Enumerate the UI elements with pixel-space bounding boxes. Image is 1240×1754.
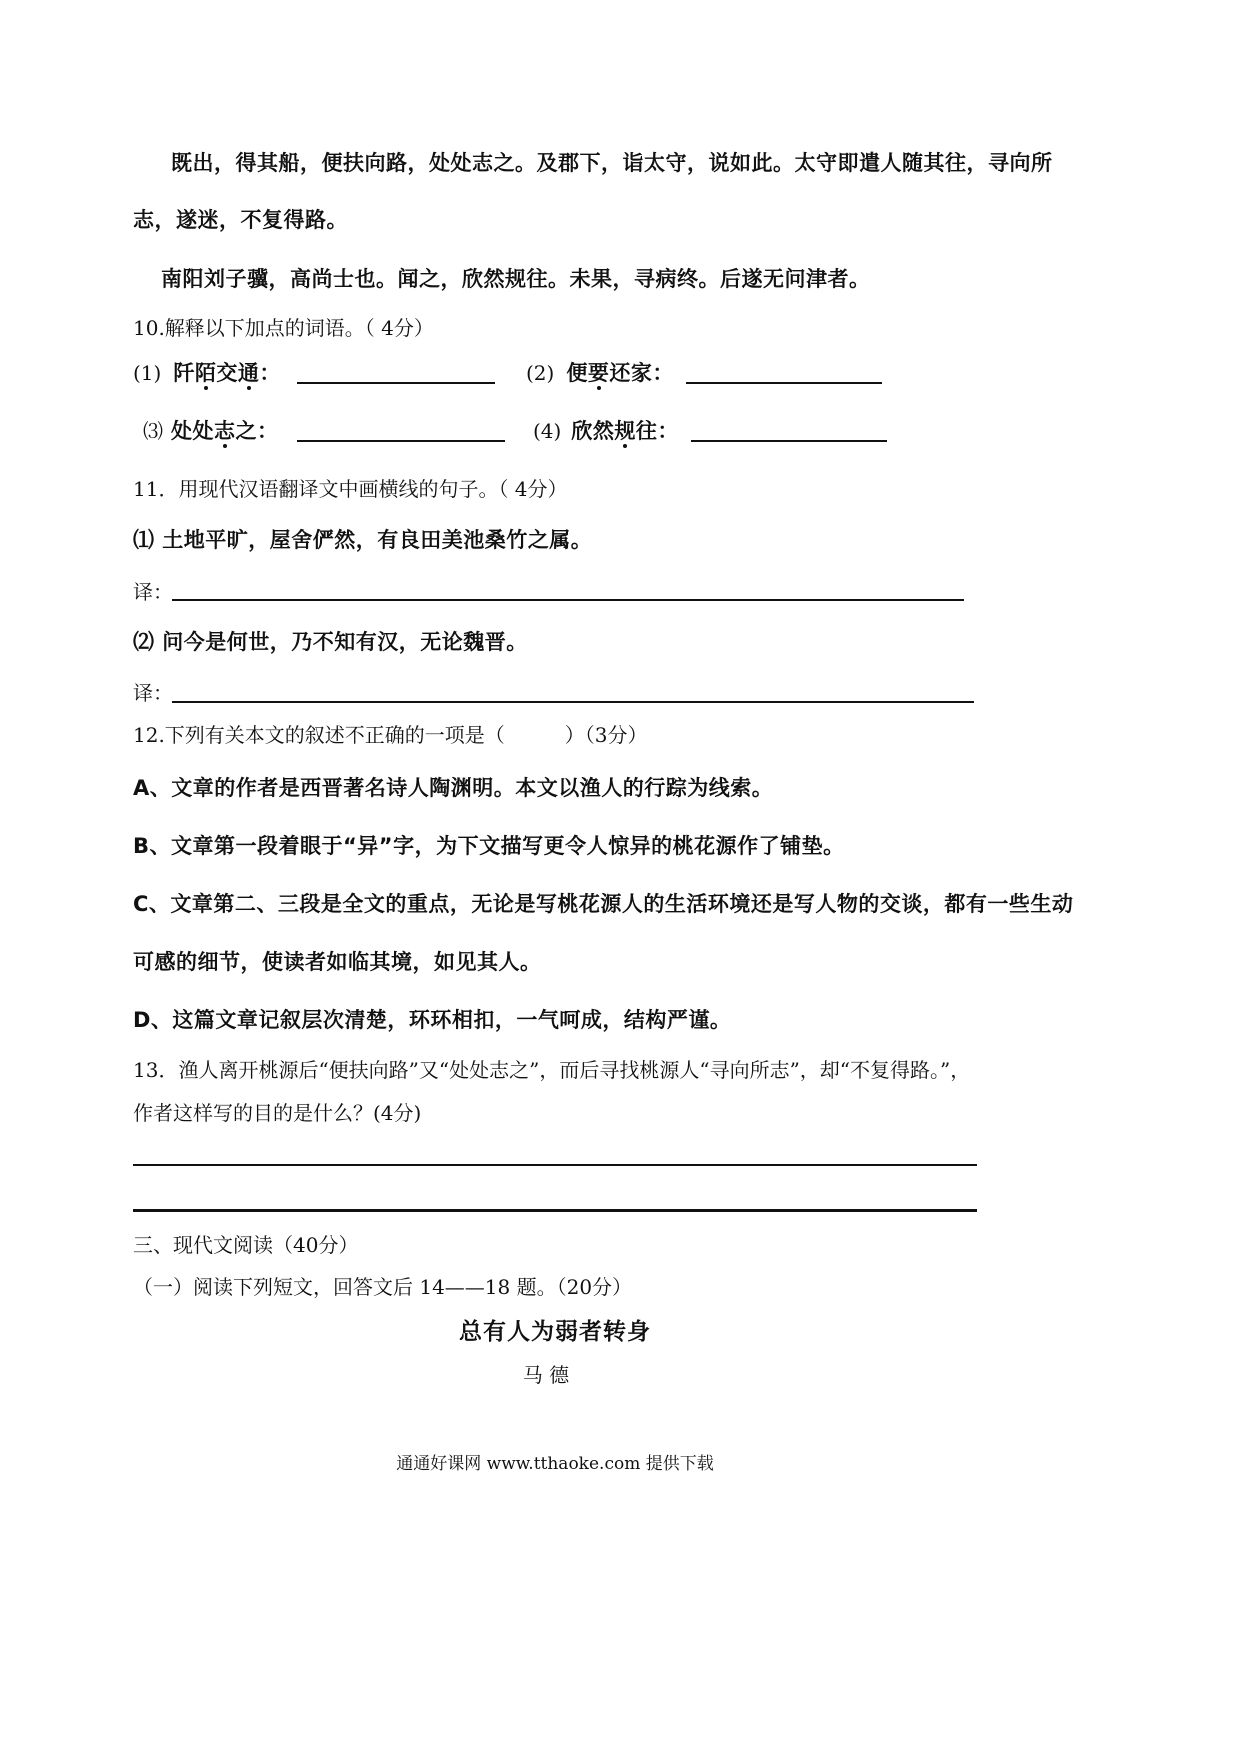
q11-label-1: 译： — [133, 580, 173, 604]
q12-option-d: D、这篇文章记叙层次清楚，环环相扣，一气呵成，结构严谨。 — [133, 1008, 732, 1032]
passage-para1-line2: 志，遂迷，不复得路。 — [133, 208, 348, 232]
passage-para1-line1: 既出，得其船，便扶向路，处处志之。及郡下，诣太守，说如此。太守即遣人随其往，寻向所 — [171, 151, 1053, 175]
q12-option-a: A、文章的作者是西晋著名诗人陶渊明。本文以渔人的行踪为线索。 — [133, 776, 774, 800]
answer-line-2[interactable] — [172, 701, 974, 703]
answer-line-3[interactable] — [133, 1164, 977, 1166]
answer-blank-4[interactable] — [691, 420, 887, 442]
q12-stem: 12.下列有关本文的叙述不正确的一项是（ ）（3分） — [133, 723, 648, 747]
section3-heading: 三、现代文阅读（40分） — [133, 1233, 359, 1257]
answer-blank-3[interactable] — [297, 420, 505, 442]
q12-option-c-line2: 可感的细节，使读者如临其境，如见其人。 — [133, 950, 542, 974]
dot-mark: 通 — [237, 361, 260, 385]
q12-option-c-line1: C、文章第二、三段是全文的重点，无论是写桃花源人的生活环境还是写人物的交谈，都有一些生动 — [133, 892, 1074, 916]
dot-mark: 规 — [614, 419, 636, 443]
q11-sentence-1: ⑴ 土地平旷，屋舍俨然，有良田美池桑竹之属。 — [133, 528, 593, 552]
q10-item-4: (4) 欣然规往： — [533, 420, 887, 442]
dot-mark: 要 — [587, 361, 610, 385]
q10-item-2: (2) 便要还家： — [526, 362, 882, 384]
q10-item-1: (1) 阡陌交通： — [133, 362, 495, 384]
q13-line1: 13．渔人离开桃源后“便扶向路”又“处处志之”，而后寻找桃源人“寻向所志”，却“不复得路。”， — [133, 1058, 971, 1082]
passage-para2: 南阳刘子骥，高尚士也。闻之，欣然规往。未果，寻病终。后遂无问津者。 — [161, 267, 871, 291]
q10-item-3: ⑶ 处处志之： — [143, 420, 505, 442]
article-author: 马 德 — [522, 1363, 570, 1387]
q11-stem: 11．用现代汉语翻译文中画横线的句子。（ 4分） — [133, 477, 568, 501]
q10-stem: 10.解释以下加点的词语。（ 4分） — [133, 316, 434, 340]
article-title: 总有人为弱者转身 — [459, 1319, 651, 1345]
answer-line-4[interactable] — [133, 1209, 977, 1212]
dot-mark: 志 — [214, 419, 236, 443]
q13-line2: 作者这样写的目的是什么？(4分) — [133, 1101, 422, 1125]
q11-label-2: 译： — [133, 681, 173, 705]
dot-mark: 陌 — [194, 361, 217, 385]
answer-line-1[interactable] — [172, 599, 964, 601]
answer-blank-2[interactable] — [686, 362, 882, 384]
q10-item-1-num: (1) — [133, 361, 162, 385]
answer-blank-1[interactable] — [297, 362, 495, 384]
section3-subheading: （一）阅读下列短文，回答文后 14——18 题。（20分） — [133, 1275, 633, 1299]
q11-sentence-2: ⑵ 问今是何世，乃不知有汉，无论魏晋。 — [133, 630, 528, 654]
page-footer: 通通好课网 www.tthaoke.com 提供下载 — [396, 1454, 714, 1474]
q12-option-b: B、文章第一段着眼于“异”字，为下文描写更令人惊异的桃花源作了铺垫。 — [133, 834, 845, 858]
